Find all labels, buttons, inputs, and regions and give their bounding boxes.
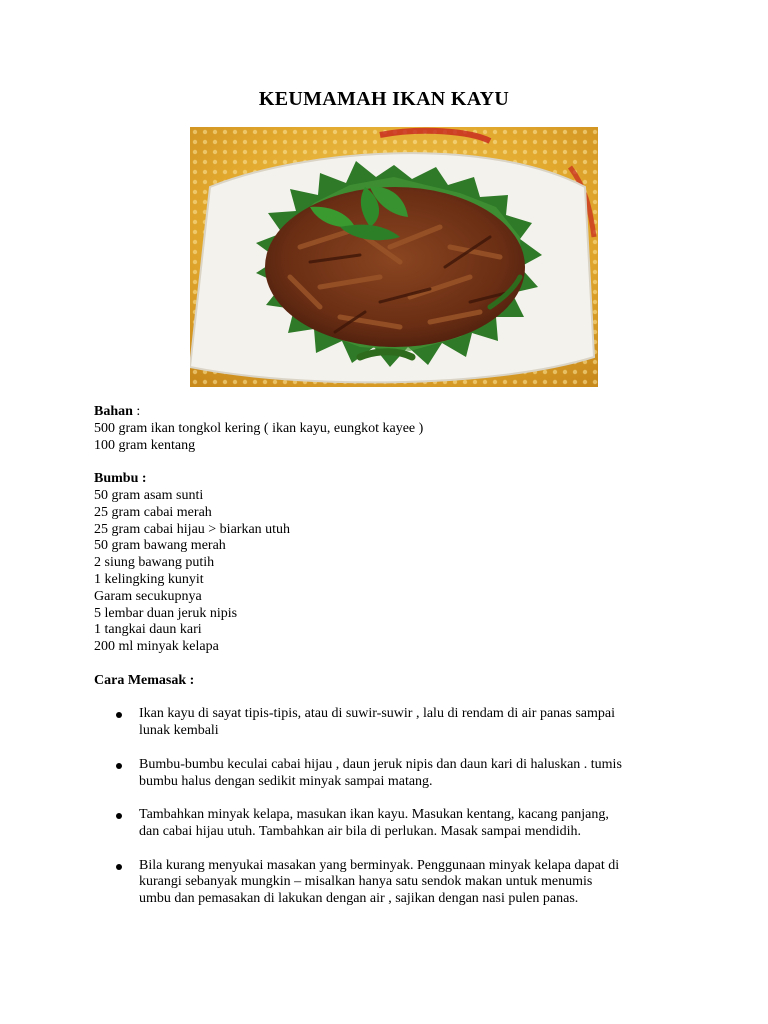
cooking-step [94,706,679,740]
spice-item: 50 gram asam sunti [94,487,204,503]
spice-item: 1 kelingking kunyit [94,571,204,587]
bumbu-heading: Bumbu : [94,471,147,487]
spice-item: 50 gram bawang merah [94,538,226,554]
step-line: kurangi sebanyak mungkin – misalkan hanya satu sendok makan untuk menumis [139,874,593,890]
bullet-icon [116,763,122,769]
step-line: Bila kurang menyukai masakan yang berminyak. Penggunaan minyak kelapa dapat di [139,857,620,873]
spice-item: 25 gram cabai hijau > biarkan utuh [94,521,291,537]
cooking-steps-list [94,706,694,908]
bahan-colon: : [132,404,141,419]
spice-item: Garam secukupnya [94,588,202,604]
ingredient-item: 500 gram ikan tongkol kering ( ikan kayu, eungkot kayee ) [94,420,424,436]
spice-item: 1 tangkai daun kari [94,622,202,638]
bahan-heading: Bahan [94,404,133,419]
spice-item: 2 siung bawang putih [94,555,215,571]
step-line: bumbu halus dengan sedikit minyak sampai matang. [139,773,433,789]
cooking-step [94,807,679,841]
dish-photo [190,127,598,387]
spice-item: 5 lembar duan jeruk nipis [94,605,238,621]
step-line: Ikan kayu di sayat tipis-tipis, atau di suwir-suwir , lalu di rendam di air panas sampai [139,706,615,722]
page-title: KEUMAMAH IKAN KAYU [258,88,510,110]
cara-memasak-heading: Cara Memasak : [94,672,195,688]
step-line: dan cabai hijau utuh. Tambahkan air bila di perlukan. Masak sampai mendidih. [139,823,581,839]
spice-item: 25 gram cabai merah [94,504,212,520]
step-line: Tambahkan minyak kelapa, masukan ikan kayu. Masukan kentang, kacang panjang, [139,807,609,823]
cooking-step [94,757,679,791]
step-line: umbu dan pemasakan di lakukan dengan air , sajikan dengan nasi pulen panas. [139,891,579,907]
cooking-step [94,858,679,908]
recipe-content [94,404,694,925]
spice-item: 200 ml minyak kelapa [94,639,219,655]
bullet-icon [116,813,122,819]
step-line: lunak kembali [139,723,219,739]
step-line: Bumbu-bumbu keculai cabai hijau , daun jeruk nipis dan daun kari di haluskan . tumis [139,756,622,772]
ingredient-item: 100 gram kentang [94,437,196,453]
bullet-icon [116,864,122,870]
bullet-icon [116,712,122,718]
bahan-heading-line [94,404,694,421]
